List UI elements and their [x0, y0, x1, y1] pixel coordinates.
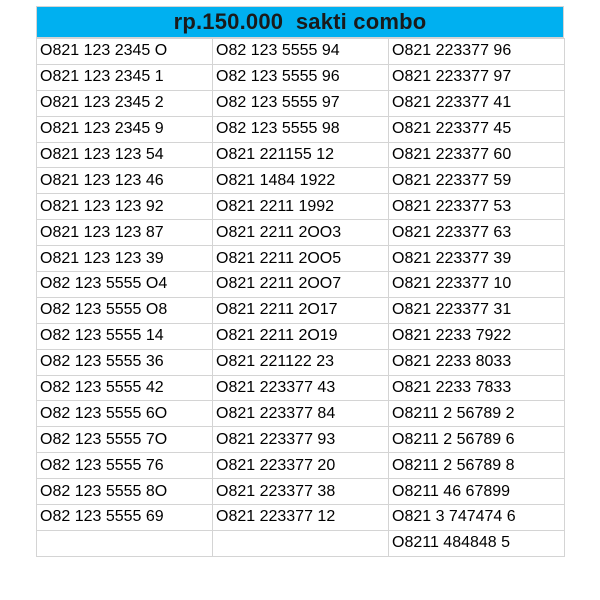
phone-number-cell: O82 123 5555 8O — [37, 479, 213, 505]
phone-number-cell: O821 123 2345 2 — [37, 90, 213, 116]
table-row — [37, 349, 565, 375]
table-row — [37, 272, 565, 298]
phone-number-cell: O821 123 2345 1 — [37, 64, 213, 90]
phone-number-cell: O82 123 5555 69 — [37, 505, 213, 531]
phone-number-cell: O821 223377 43 — [213, 375, 389, 401]
phone-number-cell: O821 2233 8033 — [389, 349, 565, 375]
phone-number-cell: O8211 46 67899 — [389, 479, 565, 505]
phone-number-cell: O821 123 2345 O — [37, 39, 213, 65]
phone-number-cell: O821 2211 2O19 — [213, 323, 389, 349]
table-row — [37, 530, 565, 556]
table-row — [37, 220, 565, 246]
spreadsheet — [36, 6, 564, 600]
phone-number-cell: O821 223377 20 — [213, 453, 389, 479]
phone-number-cell: O821 123 123 46 — [37, 168, 213, 194]
table-row — [37, 323, 565, 349]
table-row — [37, 375, 565, 401]
phone-number-cell: O821 223377 45 — [389, 116, 565, 142]
header-banner — [36, 6, 564, 38]
phone-number-cell: O821 223377 41 — [389, 90, 565, 116]
table-row — [37, 401, 565, 427]
header-title: rp.150.000 sakti combo — [173, 9, 427, 34]
table-row — [37, 479, 565, 505]
phone-number-cell: O821 223377 60 — [389, 142, 565, 168]
phone-number-cell: O821 2233 7833 — [389, 375, 565, 401]
table-row — [37, 64, 565, 90]
phone-number-cell: O821 223377 93 — [213, 427, 389, 453]
phone-number-cell: O821 221122 23 — [213, 349, 389, 375]
phone-number-cell: O82 123 5555 14 — [37, 323, 213, 349]
phone-number-cell: O82 123 5555 96 — [213, 64, 389, 90]
phone-number-cell: O821 223377 39 — [389, 246, 565, 272]
table-row — [37, 168, 565, 194]
phone-number-cell: O82 123 5555 98 — [213, 116, 389, 142]
phone-number-cell: O821 2211 2OO5 — [213, 246, 389, 272]
table-row — [37, 246, 565, 272]
phone-number-cell: O821 2211 2OO3 — [213, 220, 389, 246]
table-row — [37, 297, 565, 323]
phone-number-cell: O82 123 5555 36 — [37, 349, 213, 375]
phone-number-cell: O8211 2 56789 2 — [389, 401, 565, 427]
phone-number-cell: O8211 2 56789 8 — [389, 453, 565, 479]
phone-number-cell: O821 223377 10 — [389, 272, 565, 298]
phone-number-cell: O821 223377 59 — [389, 168, 565, 194]
table-row — [37, 505, 565, 531]
table-row — [37, 39, 565, 65]
phone-number-cell: O821 123 2345 9 — [37, 116, 213, 142]
phone-number-cell: O821 123 123 87 — [37, 220, 213, 246]
table-row — [37, 116, 565, 142]
table-row — [37, 90, 565, 116]
phone-number-cell: O821 123 123 54 — [37, 142, 213, 168]
phone-number-cell: O821 223377 12 — [213, 505, 389, 531]
phone-number-cell: O82 123 5555 6O — [37, 401, 213, 427]
table-row — [37, 453, 565, 479]
phone-number-cell: O821 223377 84 — [213, 401, 389, 427]
phone-number-cell: O82 123 5555 97 — [213, 90, 389, 116]
phone-number-cell: O821 3 747474 6 — [389, 505, 565, 531]
table-row — [37, 194, 565, 220]
phone-number-cell: O821 223377 53 — [389, 194, 565, 220]
phone-number-cell: O821 221155 12 — [213, 142, 389, 168]
phone-number-cell — [37, 530, 213, 556]
phone-number-cell: O821 2233 7922 — [389, 323, 565, 349]
phone-number-cell: O8211 2 56789 6 — [389, 427, 565, 453]
table-row — [37, 142, 565, 168]
phone-number-cell: O821 2211 2OO7 — [213, 272, 389, 298]
phone-number-cell: O821 123 123 39 — [37, 246, 213, 272]
phone-number-cell: O82 123 5555 42 — [37, 375, 213, 401]
phone-number-cell: O821 223377 31 — [389, 297, 565, 323]
phone-number-cell: O821 223377 96 — [389, 39, 565, 65]
phone-number-cell: O821 2211 1992 — [213, 194, 389, 220]
phone-number-cell: O821 223377 38 — [213, 479, 389, 505]
phone-number-cell: O821 223377 63 — [389, 220, 565, 246]
phone-number-cell: O821 223377 97 — [389, 64, 565, 90]
table-row — [37, 427, 565, 453]
phone-number-cell: O82 123 5555 O8 — [37, 297, 213, 323]
number-table — [36, 38, 565, 557]
phone-number-cell: O82 123 5555 O4 — [37, 272, 213, 298]
phone-number-cell — [213, 530, 389, 556]
phone-number-cell: O821 1484 1922 — [213, 168, 389, 194]
phone-number-cell: O8211 484848 5 — [389, 530, 565, 556]
phone-number-cell: O82 123 5555 76 — [37, 453, 213, 479]
phone-number-cell: O82 123 5555 94 — [213, 39, 389, 65]
phone-number-cell: O821 2211 2O17 — [213, 297, 389, 323]
number-table-body — [37, 39, 565, 557]
phone-number-cell: O82 123 5555 7O — [37, 427, 213, 453]
phone-number-cell: O821 123 123 92 — [37, 194, 213, 220]
